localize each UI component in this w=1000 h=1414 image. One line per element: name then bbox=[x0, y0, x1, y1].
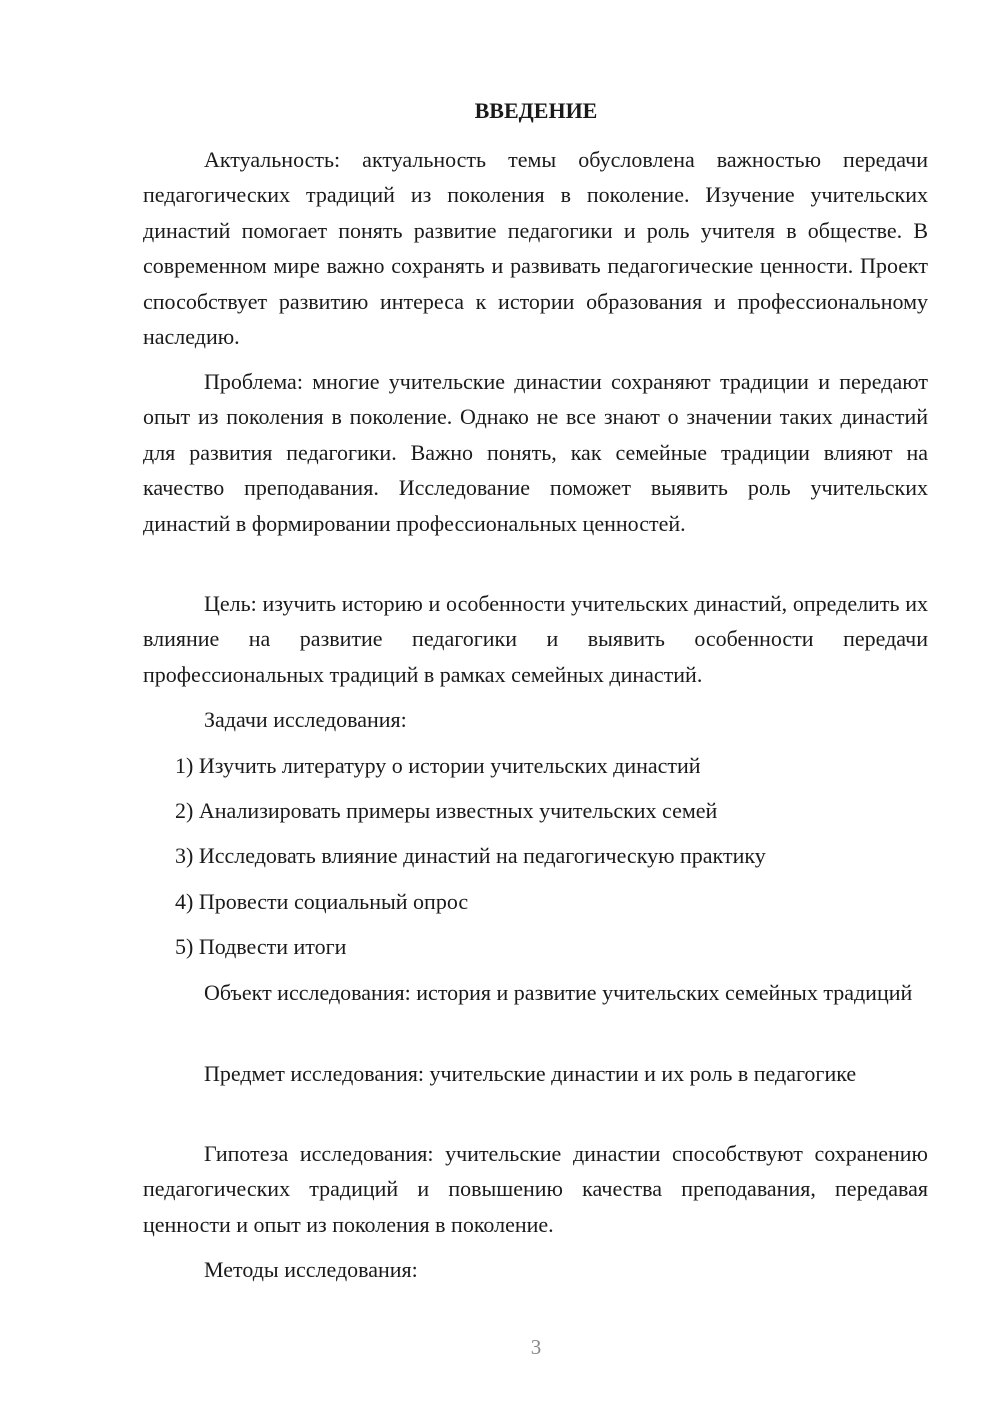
subject-paragraph: Предмет исследования: учительские династии и их роль в педагогике bbox=[204, 1061, 857, 1086]
section-title: ВВЕДЕНИЕ bbox=[474, 98, 598, 123]
list-item: 1) Изучить литературу о истории учительских династий bbox=[175, 753, 701, 778]
list-item: 4) Провести социальный опрос bbox=[175, 889, 469, 914]
tasks-heading: Задачи исследования: bbox=[204, 707, 407, 732]
problem-paragraph: Проблема: многие учительские династии сохраняют традиции и передают опыт из поколения в поколение. Однако не все знают о значении таких династий для развития педагогики. Важно понять, как семейные традиции влияют на качество преподавания. Исследование поможет выявить роль учительских династий в формировании профессиональных ценностей. bbox=[143, 369, 928, 536]
object-paragraph: Объект исследования: история и развитие учительских семейных традиций bbox=[204, 980, 913, 1005]
methods-heading: Методы исследования: bbox=[204, 1257, 418, 1282]
page-number: 3 bbox=[530, 1335, 542, 1359]
hypothesis-paragraph: Гипотеза исследования: учительские династии способствуют сохранению педагогических традиций и повышению качества преподавания, передавая ценности и опыт из поколения в поколение. bbox=[143, 1141, 928, 1237]
list-item: 3) Исследовать влияние династий на педагогическую практику bbox=[175, 843, 766, 868]
relevance-paragraph: Актуальность: актуальность темы обусловлена важностью передачи педагогических традиций из поколения в поколение. Изучение учительских династий помогает понять развитие педагогики и роль учителя в обществе. В современном мире важно сохранять и развивать педагогические ценности. Проект способствует развитию интереса к истории образования и профессиональному наследию. bbox=[143, 147, 928, 350]
list-item: 5) Подвести итоги bbox=[175, 934, 347, 959]
list-item: 2) Анализировать примеры известных учительских семей bbox=[175, 798, 718, 823]
goal-paragraph: Цель: изучить историю и особенности учительских династий, определить их влияние на развитие педагогики и выявить особенности передачи профессиональных традиций в рамках семейных династий. bbox=[143, 591, 928, 687]
